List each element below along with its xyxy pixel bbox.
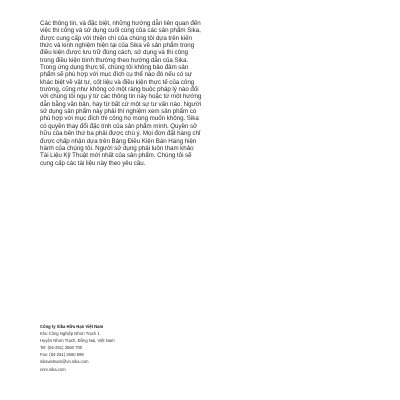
telephone: Tel: (84-251) 3560 700 xyxy=(40,345,83,351)
legal-disclaimer-paragraph: Các thông tin, và đặc biệt, những hướng dẫn liên quan đến việc thi công và sử dụng cuối cùng của các sản phẩm Sika, được cung cấp với thiện chí của chúng tôi dựa trên kiến thức và kinh nghiệm hiện tại của Sika về sản phẩm trong điều kiện được lưu trữ đúng cách, sử dụng và thi công trong điều kiện bình thường theo hướng dẫn của Sika. Trong ứng dụng thực tế, chúng tôi không bảo đảm sản phẩm sẽ phù hợp với mục đích cụ thể nào đó nếu có sự khác biệt về vật tư, cốt liệu và điều kiện thực tế của công trường, cũng như không có một ràng buộc pháp lý nào đối với chúng tôi ngụ ý từ các thông tin này hoặc từ một hướng dẫn bằng văn bản, hay từ bất cứ một sự tư vấn nào. Người sử dụng sản phẩm này phải thí nghiệm xem sản phẩm có phù hợp với mục đích thi công họ mong muốn không. Sika có quyền thay đổi đặc tính của sản phẩm mình. Quyền sở hữu của bên thứ ba phải được chú ý. Mọi đơn đặt hàng chỉ được chấp nhận dựa trên Bảng Điều Kiện Bán Hàng hiện hành của chúng tôi. Người sử dụng phải luôn tham khảo Tài Liệu Kỹ Thuật mới nhất của sản phẩm. Chúng tôi sẽ cung cấp các tài liệu này theo yêu cầu. xyxy=(40,20,202,167)
company-name: Công ty Sika Hữu Hạn Việt Nam xyxy=(40,324,104,329)
address-line-1: Khu Công Nghiệp Nhơn Trạch 1 xyxy=(40,331,100,337)
email: sikavietnam@vn.sika.com xyxy=(40,359,89,365)
website: vnm.sika.com xyxy=(40,366,66,372)
contact-block xyxy=(40,323,180,373)
address-line-2: Huyện Nhơn Trạch, Đồng Nai, Việt Nam xyxy=(40,338,115,344)
fax: Fax: (84-251) 3560 699 xyxy=(40,352,84,358)
